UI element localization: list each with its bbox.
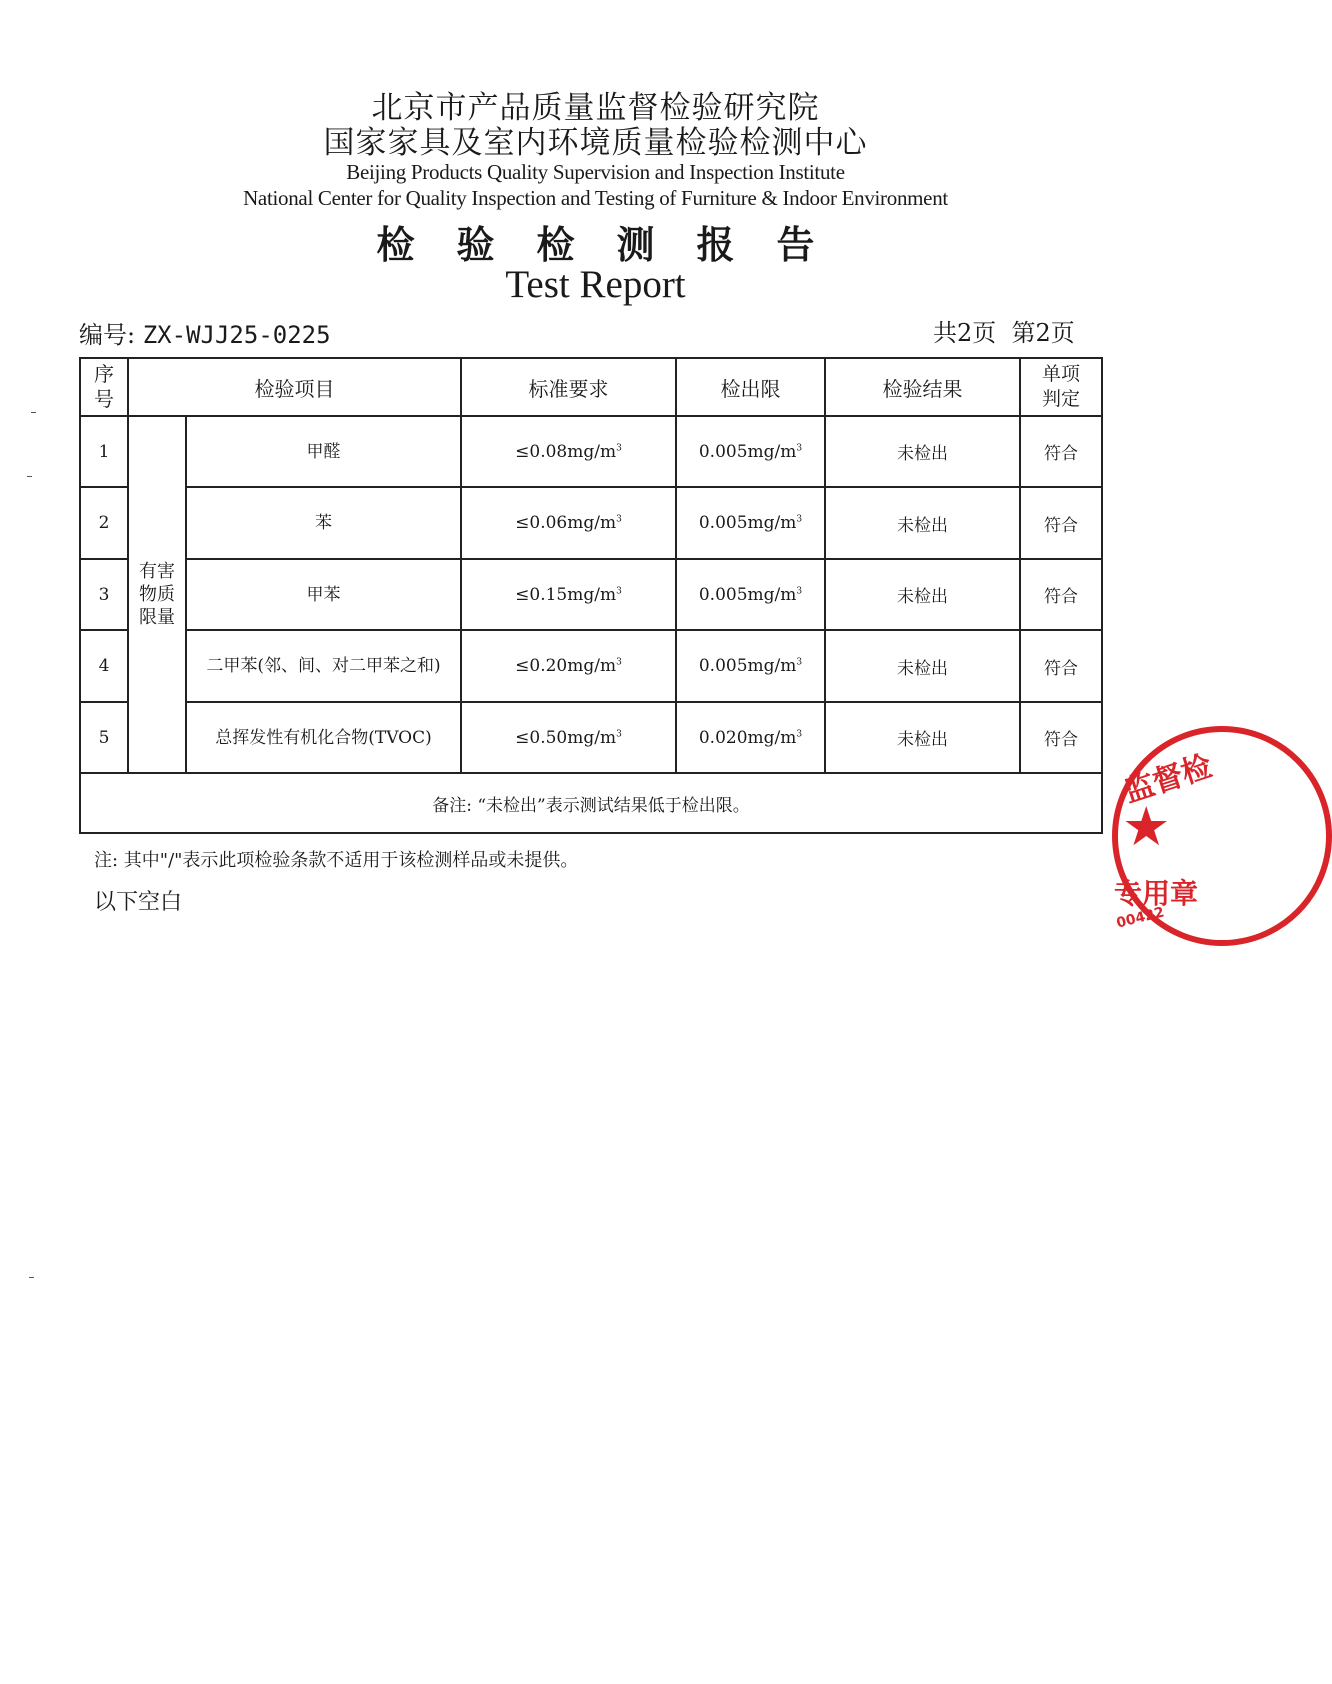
row-standard: $\le 0.20mg/m^3$ <box>461 630 676 702</box>
row-item: 甲醛 <box>186 416 461 487</box>
stamp-text-top: 监督检 <box>1119 748 1217 810</box>
report-title-char: 验 <box>456 223 495 267</box>
row-limit: $0.020mg/m^3$ <box>676 702 825 773</box>
header-standard: 标准要求 <box>461 358 676 416</box>
table-header-row <box>80 358 1102 416</box>
row-standard: $\le 0.08mg/m^3$ <box>461 416 676 487</box>
report-title-char: 报 <box>696 223 735 267</box>
row-seq: 1 <box>80 416 128 487</box>
page-info: 共2页 第2页 <box>933 319 1075 347</box>
row-standard: $\le 0.50mg/m^3$ <box>461 702 676 773</box>
row-result: 未检出 <box>825 487 1020 559</box>
stamp-text-code: 00422 <box>1114 904 1166 932</box>
header-result: 检验结果 <box>825 358 1020 416</box>
row-item: 甲苯 <box>186 559 461 630</box>
row-seq: 4 <box>80 630 128 702</box>
row-limit: $0.005mg/m^3$ <box>676 416 825 487</box>
center-name-cn: 国家家具及室内环境质量检验检测中心 <box>323 125 868 161</box>
category-line: 物质 <box>139 584 175 605</box>
report-title-char: 检 <box>536 223 575 267</box>
row-judge: 符合 <box>1020 487 1102 559</box>
row-result: 未检出 <box>825 702 1020 773</box>
table-row <box>80 630 1102 702</box>
report-title-en: Test Report <box>505 263 686 306</box>
table-row <box>80 559 1102 630</box>
header-seq <box>80 358 128 416</box>
table-row <box>80 487 1102 559</box>
row-limit: $0.005mg/m^3$ <box>676 630 825 702</box>
scan-mark <box>27 476 32 477</box>
category-line: 限量 <box>139 607 175 628</box>
header-limit: 检出限 <box>676 358 825 416</box>
center-name-en: National Center for Quality Inspection and Testing of Furniture & Indoor Environment <box>243 186 948 210</box>
row-item: 总挥发性有机化合物(TVOC) <box>186 702 461 773</box>
report-number-label: 编号: <box>79 321 136 349</box>
report-title-cn <box>0 214 1191 269</box>
header-judge <box>1020 358 1102 416</box>
row-standard: $\le 0.06mg/m^3$ <box>461 487 676 559</box>
remark-row <box>80 773 1102 833</box>
row-seq: 2 <box>80 487 128 559</box>
category-cell <box>128 416 186 773</box>
row-result: 未检出 <box>825 416 1020 487</box>
row-result: 未检出 <box>825 630 1020 702</box>
remark-text: 备注: “未检出”表示测试结果低于检出限。 <box>80 773 1102 833</box>
report-title-char: 测 <box>616 223 655 267</box>
header-judge-line: 判定 <box>1041 388 1080 410</box>
row-judge: 符合 <box>1020 559 1102 630</box>
scan-mark <box>29 1277 34 1278</box>
header-item: 检验项目 <box>128 358 461 416</box>
footnote: 注: 其中"/"表示此项检验条款不适用于该检测样品或未提供。 <box>94 850 579 871</box>
row-judge: 符合 <box>1020 416 1102 487</box>
row-standard: $\le 0.15mg/m^3$ <box>461 559 676 630</box>
report-number-value: ZX-WJJ25-0225 <box>142 321 331 349</box>
category-line: 有害 <box>139 561 175 582</box>
report-title-char: 告 <box>776 223 815 267</box>
blank-marker: 以下空白 <box>94 890 183 915</box>
row-seq: 3 <box>80 559 128 630</box>
table-row <box>80 702 1102 773</box>
row-judge: 符合 <box>1020 630 1102 702</box>
star-icon: ★ <box>1122 795 1171 858</box>
header-judge-line: 单项 <box>1041 363 1080 385</box>
institute-name-cn: 北京市产品质量监督检验研究院 <box>371 90 820 126</box>
row-judge: 符合 <box>1020 702 1102 773</box>
report-title-char: 检 <box>376 223 415 267</box>
stamp-text-middle: 专用章 <box>1114 877 1199 910</box>
row-item: 二甲苯(邻、间、对二甲苯之和) <box>186 630 461 702</box>
row-limit: $0.005mg/m^3$ <box>676 487 825 559</box>
report-number <box>79 315 331 350</box>
inspection-table <box>79 357 1103 834</box>
header-seq-line: 号 <box>94 387 114 411</box>
row-item: 苯 <box>186 487 461 559</box>
row-seq: 5 <box>80 702 128 773</box>
header-seq-line: 序 <box>94 362 114 386</box>
institute-name-en: Beijing Products Quality Supervision and Inspection Institute <box>346 160 845 184</box>
row-result: 未检出 <box>825 559 1020 630</box>
table-row <box>80 416 1102 487</box>
scan-mark <box>31 412 36 413</box>
row-limit: $0.005mg/m^3$ <box>676 559 825 630</box>
official-stamp <box>1112 726 1332 946</box>
